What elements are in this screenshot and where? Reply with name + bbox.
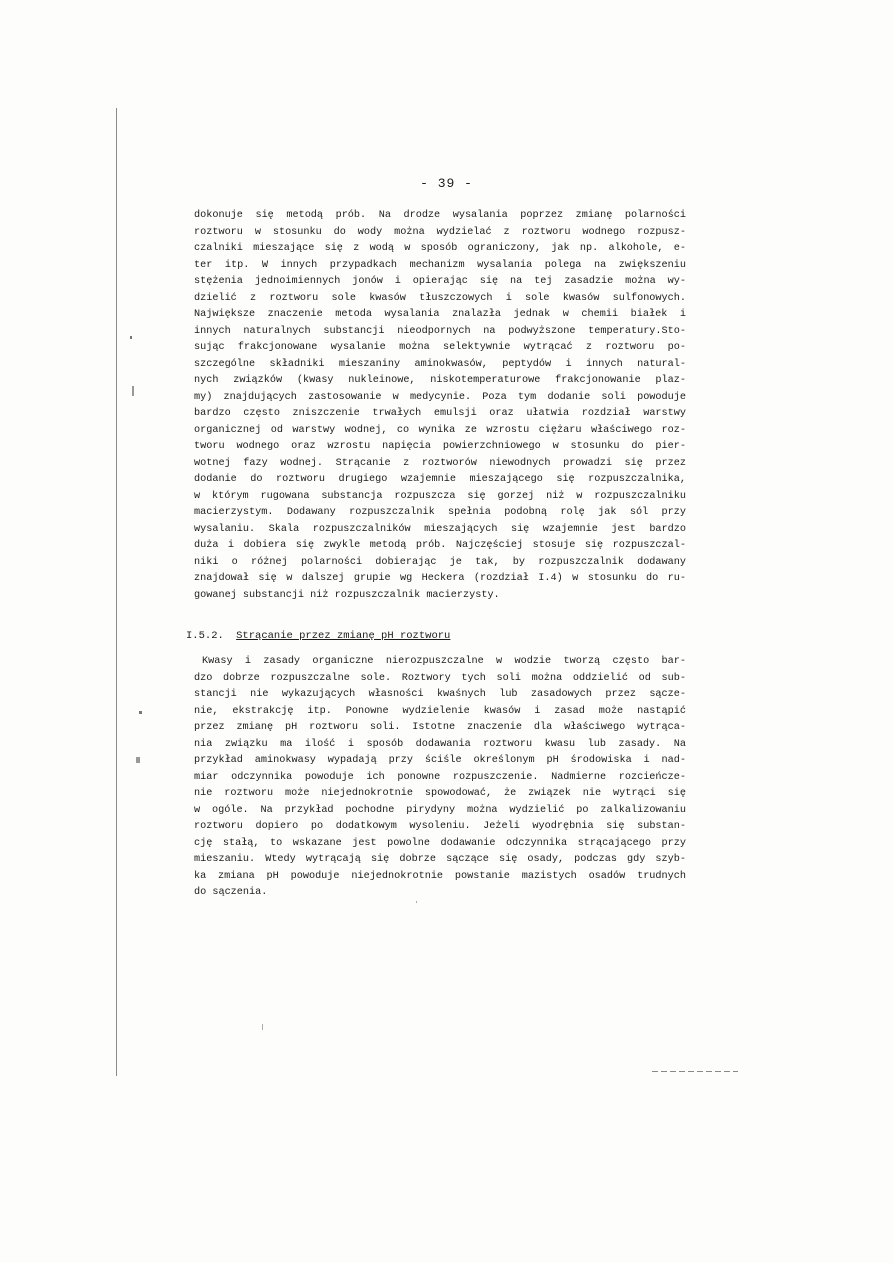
footer-dashed-rule — [652, 1071, 738, 1072]
text-line: dzielić z roztworu sole kwasów tłuszczowych i sole kwasów sulfonowych. — [194, 292, 686, 304]
section-1-paragraph — [194, 208, 686, 604]
margin-speck — [262, 1024, 263, 1030]
binding-edge-line — [116, 108, 117, 1076]
text-line: nia związku ma ilość i sposób dodawania roztworu kwasu lub zasady. Na — [194, 738, 686, 750]
text-line: szczególne składniki mieszaniny aminokwasów, peptydów i innych natural- — [194, 358, 686, 370]
text-line: cję stałą, to wskazane jest powolne dodawanie odczynnika strącającego przy — [194, 837, 686, 849]
text-line: przez zmianę pH roztworu soli. Istotne znaczenie dla właściwego wytrąca- — [194, 722, 686, 733]
text-line: dzo dobrze rozpuszczalne sole. Roztwory tych soli można oddzielić od sub- — [194, 672, 686, 684]
text-line: do sączenia. — [194, 887, 268, 898]
margin-speck — [416, 901, 417, 903]
section-2-paragraph — [194, 654, 686, 902]
text-line: czalniki mieszające się z wodą w sposób ograniczony, jak np. alkohole, e- — [194, 243, 686, 254]
text-line: mieszaniu. Wtedy wytrącają się dobrze sączące się osady, podczas gdy szyb- — [194, 854, 686, 865]
text-line: dodanie do roztworu drugiego wzajemnie mieszającego się rozpuszczalnika, — [194, 474, 686, 485]
text-line: roztworu dopiero po dodatkowym wysoleniu. Jeżeli wyodrębnia się substan- — [194, 821, 686, 832]
text-line: w ogóle. Na przykład pochodne pirydyny można wydzielić po zalkalizowaniu — [194, 804, 686, 816]
text-line: innych naturalnych substancji nieodpornych na podwyższone temperatury.Sto- — [194, 325, 686, 337]
section-number: I.5.2. — [186, 630, 224, 642]
text-line: stancji nie wykazujących własności kwaśnych lub zasadowych przez sącze- — [194, 689, 686, 700]
text-line: w którym rugowana substancja rozpuszcza się gorzej niż w rozpuszczalniku — [194, 490, 686, 502]
section-heading — [186, 630, 450, 642]
margin-speck — [136, 757, 140, 763]
text-line: niki o różnej polarności dobierając je tak, by rozpuszczalnik dodawany — [194, 556, 686, 568]
text-line: roztworu w stosunku do wody można wydzielać z roztworu wodnego rozpusz- — [194, 226, 686, 238]
margin-speck — [132, 386, 134, 396]
text-line: organicznej od warstwy wodnej, co wynika ze wzrostu ciężaru właściwego roz- — [194, 424, 686, 436]
margin-speck — [130, 336, 132, 339]
text-line: my) znajdujących zastosowanie w medycynie. Poza tym dodanie soli powoduje — [194, 391, 686, 403]
text-line: nie roztworu może niejednokrotnie spowodować, że związek nie wytrąci się — [194, 788, 686, 799]
text-line: znajdował się w dalszej grupie wg Heckera (rozdział I.4) w stosunku do ru- — [194, 573, 686, 584]
text-line: duża i dobiera się zwykle metodą prób. Najczęściej stosuje się rozpuszczal- — [194, 540, 686, 551]
text-line: wysalaniu. Skala rozpuszczalników mieszających się wzajemnie jest bardzo — [194, 523, 686, 535]
text-line: Największe znaczenie metoda wysalania znalazła jednak w chemii białek i — [194, 309, 686, 320]
section-title: Strącanie przez zmianę pH roztworu — [236, 630, 451, 642]
text-line: sując frakcjonowane wysalanie można selektywnie wytrącać z roztworu po- — [194, 342, 686, 353]
text-line: przykład aminokwasy wypadają przy ściśle określonym pH środowiska i nad- — [194, 755, 686, 766]
text-line: tworu wodnego oraz wzrostu napięcia powierzchniowego w stosunku do pier- — [194, 441, 686, 452]
text-line: dokonuje się metodą prób. Na drodze wysalania poprzez zmianę polarności — [194, 210, 686, 221]
text-line: miar odczynnika powoduje ich ponowne rozpuszczenie. Nadmierne rozcieńcze- — [194, 771, 686, 783]
text-line: wotnej fazy wodnej. Strącanie z roztworów niewodnych prowadzi się przez — [194, 457, 686, 469]
text-line: stężenia jednoimiennych jonów i opierając się na tej zasadzie można wy- — [194, 276, 686, 287]
text-line: nie, ekstrakcję itp. Ponowne wydzielenie kwasów i zasad może nastąpić — [194, 705, 686, 717]
text-line: nych związków (kwasy nukleinowe, niskotemperaturowe frakcjonowanie plaz- — [194, 375, 686, 386]
text-line: Kwasy i zasady organiczne nierozpuszczalne w wodzie tworzą często bar- — [202, 656, 686, 667]
text-line: macierzystym. Dodawany rozpuszczalnik spełnia podobną rolę jak sól przy — [194, 507, 686, 518]
margin-speck — [139, 711, 142, 714]
text-line: ka zmiana pH powoduje niejednokrotnie powstanie mazistych osadów trudnych — [194, 870, 686, 882]
text-line: bardzo często zniszczenie trwałych emulsji oraz ułatwia rozdział warstwy — [194, 408, 686, 419]
text-line: ter itp. W innych przypadkach mechanizm wysalania polega na zwiększeniu — [194, 259, 686, 271]
text-line: gowanej substancji niż rozpuszczalnik macierzysty. — [194, 589, 500, 601]
page-number: - 39 - — [420, 176, 473, 191]
